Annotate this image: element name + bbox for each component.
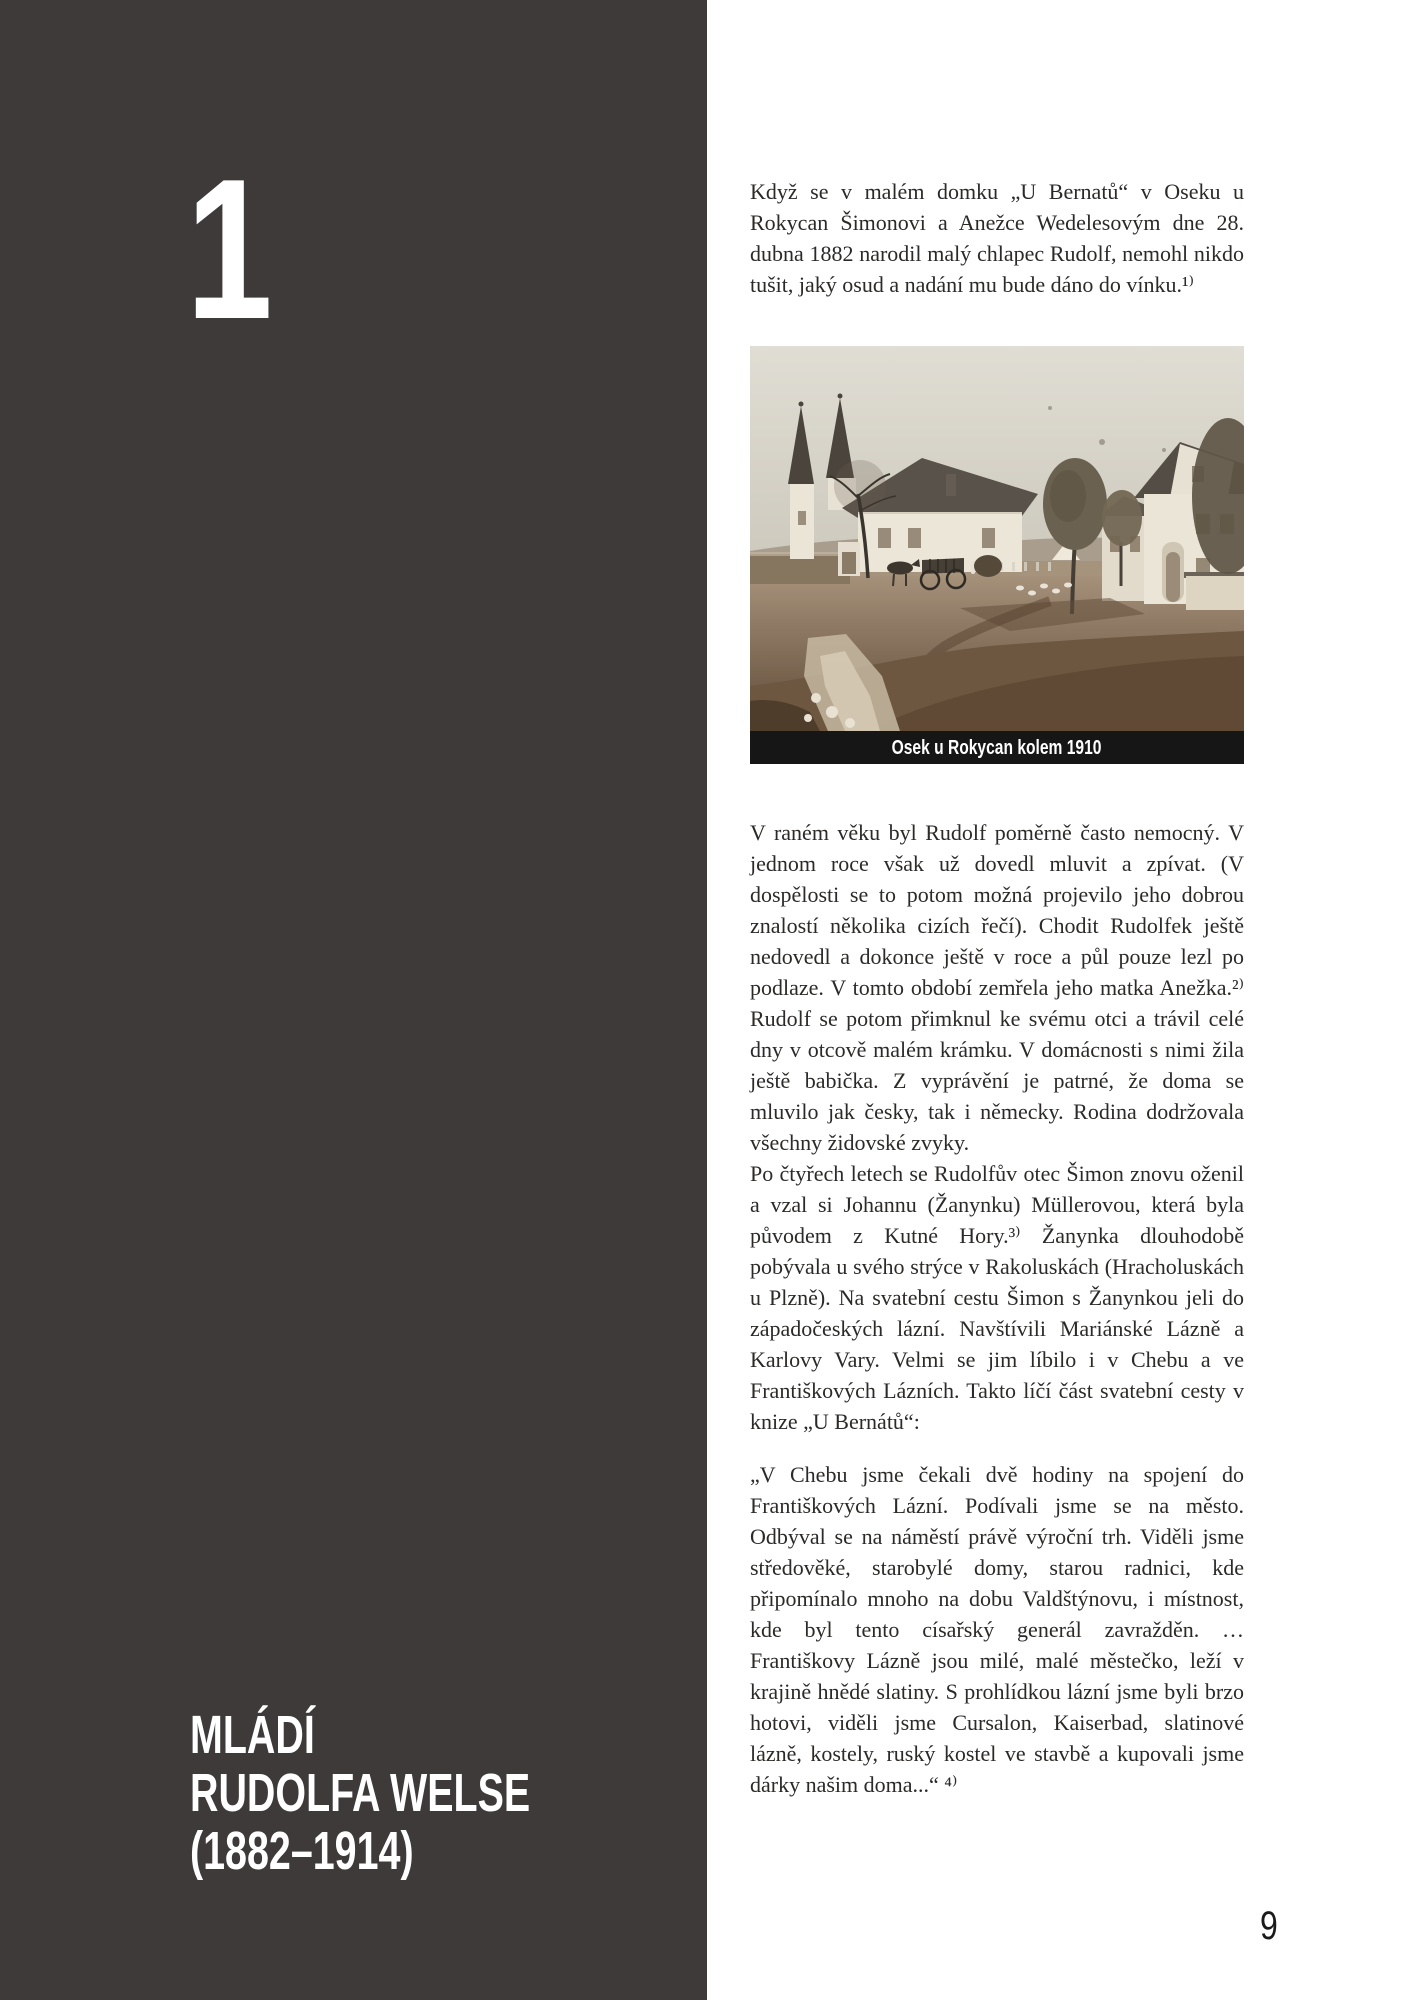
chapter-title-line-1: MLÁDÍ [190,1705,315,1765]
photo-caption: Osek u Rokycan kolem 1910 [892,736,1102,759]
village-street-illustration [750,346,1244,731]
photo-caption-bar [750,731,1244,764]
paragraph-birth: Když se v malém domku „U Bernatů“ v Oseku u Rokycan Šimonovi a Anežce Wedelesovým dne 28. dubna 1882 narodil malý chlapec Rudolf, nemohl nikdo tušit, jaký osud a nadání mu bude dáno do vínku.¹⁾ [750,179,1244,297]
paragraph-remarriage: Po čtyřech letech se Rudolfův otec Šimon znovu oženil a vzal si Johannu (Žanynku) Müllerovou, která byla původem z Kutné Hory.³⁾ Žanynka dlouhodobě pobývala u svého strýce v Rakoluskách (Hracholuskách u Plzně). Na svatební cestu Šimon s Žanynkou jeli do západočeských lázní. Navštívili Mariánské Lázně a Karlovy Vary. Velmi se jim líbilo i v Chebu a ve Františkových Lázních. Takto líčí část svatební cesty v knize „U Bernátů“: [750,1161,1244,1434]
chapter-title-line-2: RUDOLFA WELSE [190,1763,531,1823]
chapter-number: 1 [186,138,270,361]
historical-photo [750,346,1244,731]
chapter-title [190,1706,656,1880]
chapter-title-line-3: (1882–1914) [190,1821,414,1881]
page-content [750,0,1244,1800]
figure-osek-photo [750,346,1244,764]
page-number: 9 [1260,1904,1278,1948]
paragraph-quote: „V Chebu jsme čekali dvě hodiny na spojení do Františkových Lázní. Podívali jsme se na město. Odbýval se na náměstí právě výroční trh. Viděli jsme středověké, starobylé domy, starou radnici, kde připomínalo mnoho na dobu Valdštýnovu, i místnost, kde byl tento císařský generál zavražděn. … Františkovy Lázně jsou milé, malé městečko, leží v krajině hnědé slatiny. S prohlídkou lázní jsme byli brzo hotovi, viděli jsme Cursalon, Kaiserbad, slatinové lázně, kostely, ruský kostel ve stavbě a kupovali jsme dárky našim doma...“ ⁴⁾ [750,1462,1244,1797]
paragraph-childhood: V raném věku byl Rudolf poměrně často nemocný. V jednom roce však už dovedl mluvit a zpívat. (V dospělosti se to potom možná projevilo jeho dobrou znalostí několika cizích řečí). Chodit Rudolfek ještě nedovedl a dokonce ještě v roce a půl pouze lezl po podlaze. V tomto období zemřela jeho matka Anežka.²⁾ Rudolf se potom přimknul ke svému otci a trávil celé dny v otcově malém krámku. V domácnosti s nimi žila ještě babička. Z vyprávění je patrné, že doma se mluvilo jak česky, tak i německy. Rodina dodržovala všechny židovské zvyky. [750,820,1244,1155]
